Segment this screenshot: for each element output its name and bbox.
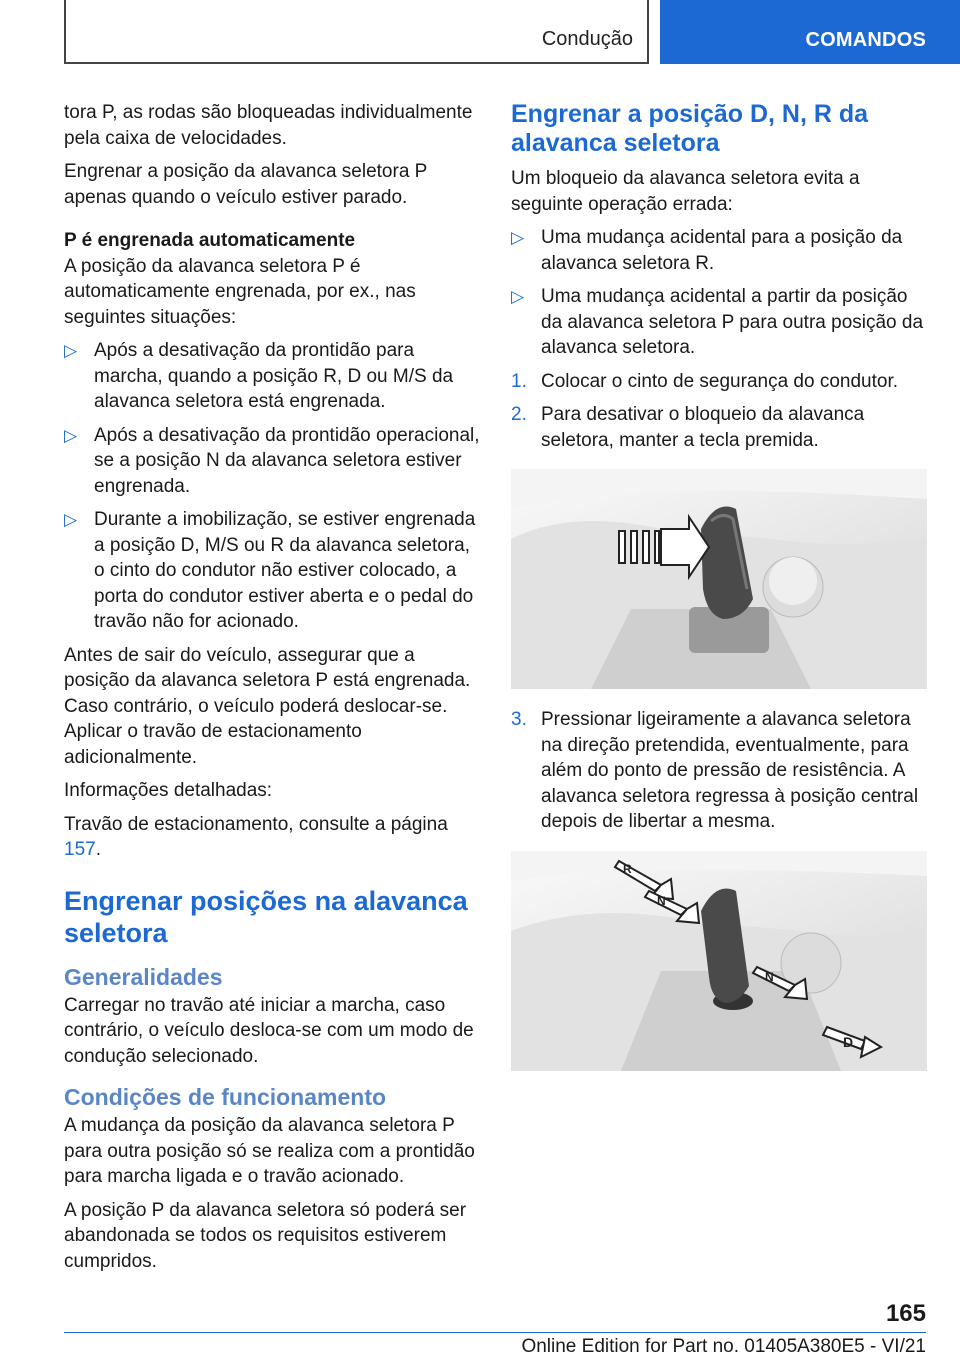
list-item bbox=[64, 507, 480, 635]
arrow-label-n-upper: N bbox=[657, 893, 666, 908]
chapter-tab-label: COMANDOS bbox=[805, 29, 926, 51]
gear-selector-direction-illustration bbox=[511, 851, 927, 1071]
chapter-tab[interactable] bbox=[660, 0, 960, 64]
triangle-bullet-icon: ▷ bbox=[64, 510, 78, 529]
left-column bbox=[64, 100, 480, 1282]
paragraph-end: . bbox=[95, 839, 101, 860]
section-heading: Engrenar posições na alavanca seletora bbox=[64, 885, 468, 948]
footer-divider bbox=[64, 1332, 926, 1333]
paragraph: Carregar no travão até iniciar a marcha, caso contrário, o veículo desloca-se com um modo de condução selecionado. bbox=[64, 994, 474, 1067]
step-item bbox=[511, 707, 927, 835]
subsection-heading-conditions: Condições de funcionamento bbox=[64, 1084, 387, 1110]
edition-note: Online Edition for Part no. 01405A380E5 - VI/21 bbox=[521, 1336, 926, 1357]
triangle-bullet-icon: ▷ bbox=[511, 228, 525, 247]
gear-selector-illustration bbox=[511, 469, 927, 689]
header-section-box bbox=[64, 0, 649, 64]
section-heading: Engrenar a posição D, N, R da alavanca seletora bbox=[511, 100, 869, 157]
subsection-heading-general: Generalidades bbox=[64, 963, 223, 990]
step-number: 1. bbox=[511, 370, 527, 392]
list-item-text: Após a desativação da prontidão operacional, se a posição N da alavanca seletora estiver engrenada. bbox=[94, 424, 480, 497]
list-item bbox=[511, 284, 927, 361]
triangle-bullet-icon: ▷ bbox=[511, 287, 525, 306]
list-item-text: Uma mudança acidental para a posição da alavanca seletora R. bbox=[541, 227, 903, 274]
paragraph: A posição P da alavanca seletora só poderá ser abandonada se todos os requisitos estiverem cumpridos. bbox=[64, 1199, 467, 1272]
triangle-bullet-icon: ▷ bbox=[64, 425, 78, 445]
step-text: Colocar o cinto de segurança do condutor. bbox=[541, 370, 899, 392]
arrow-label-r: R bbox=[623, 861, 632, 876]
subheading-auto-park: P é engrenada automaticamente bbox=[64, 230, 356, 251]
step-item bbox=[511, 402, 927, 453]
paragraph: A posição da alavanca seletora P é automaticamente engrenada, por ex., nas seguintes situações: bbox=[64, 255, 416, 328]
step-item bbox=[511, 369, 927, 395]
step-text: Pressionar ligeiramente a alavanca seletora na direção pretendida, eventualmente, para além do ponto de pressão de resistência. A alavanca seletora regressa à posição central depois de libertar a mesma. bbox=[541, 709, 919, 832]
paragraph: Um bloqueio da alavanca seletora evita a seguinte operação errada: bbox=[511, 168, 860, 215]
triangle-bullet-icon: ▷ bbox=[64, 341, 78, 360]
paragraph: Antes de sair do veículo, assegurar que a posição da alavanca seletora P está engrenada. Caso contrário, o veículo poderá deslocar-se. Aplicar o travão de estacionamento adicionalmente. bbox=[64, 644, 471, 768]
paragraph: Informações detalhadas: bbox=[64, 780, 273, 801]
list-item-text: Após a desativação da prontidão para marcha, quando a posição R, D ou M/S da alavanca seletora está engrenada. bbox=[94, 340, 454, 412]
list-item bbox=[64, 423, 480, 500]
paragraph: Engrenar a posição da alavanca seletora P apenas quando o veículo estiver parado. bbox=[64, 161, 428, 208]
right-column bbox=[511, 100, 927, 1089]
section-title: Condução bbox=[541, 28, 633, 50]
paragraph: tora P, as rodas são bloqueadas individualmente pela caixa de velocidades. bbox=[64, 102, 473, 149]
gear-selector-photo-unlock bbox=[511, 469, 927, 689]
gear-selector-photo-directions bbox=[511, 851, 927, 1071]
step-number: 3. bbox=[511, 709, 527, 730]
list-item-text: Durante a imobilização, se estiver engrenada a posição D, M/S ou R da alavanca seletora, o cinto do condutor não estiver colocado, a porta do condutor estiver aberta e o pedal do travão não for acionado. bbox=[94, 509, 476, 632]
page-link[interactable]: 157 bbox=[64, 839, 96, 860]
step-number: 2. bbox=[511, 404, 527, 425]
arrow-label-n-lower: N bbox=[765, 969, 774, 984]
step-text: Para desativar o bloqueio da alavanca seletora, manter a tecla premida. bbox=[541, 404, 865, 451]
list-item bbox=[511, 225, 927, 276]
paragraph-with-link bbox=[64, 812, 480, 863]
paragraph-text: Travão de estacionamento, consulte a página bbox=[64, 813, 448, 835]
page-number: 165 bbox=[885, 1300, 926, 1327]
list-item-text: Uma mudança acidental a partir da posição da alavanca seletora P para outra posição da alavanca seletora. bbox=[541, 286, 924, 358]
arrow-label-d: D bbox=[843, 1033, 854, 1050]
paragraph: A mudança da posição da alavanca seletora P para outra posição só se realiza com a prontidão para marcha ligada e o travão acionado. bbox=[64, 1115, 475, 1187]
list-item bbox=[64, 338, 480, 415]
